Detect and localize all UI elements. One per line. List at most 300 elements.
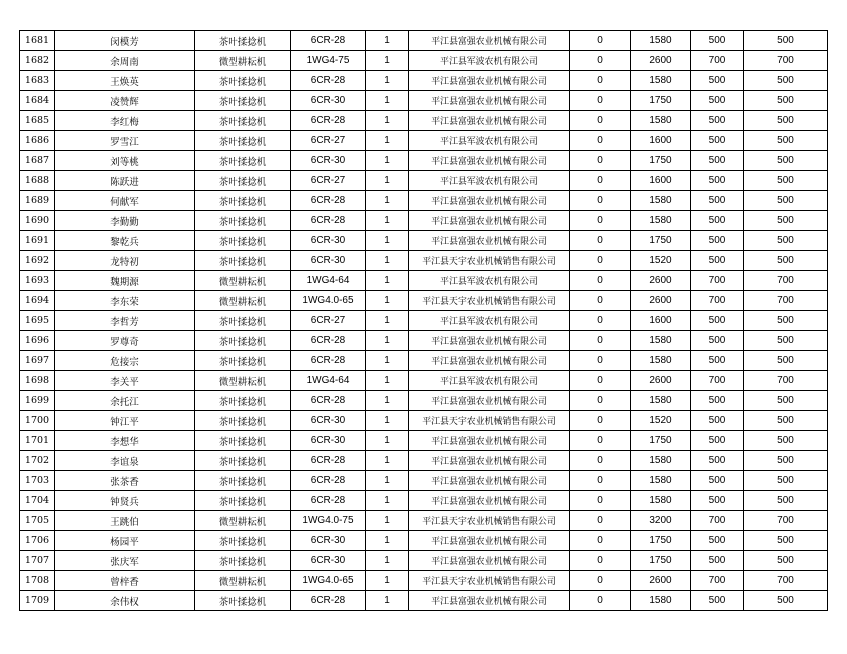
- value-cell-3: 500: [691, 111, 744, 131]
- name-cell: 李关平: [55, 371, 195, 391]
- serial-number-cell: 1702: [20, 451, 55, 471]
- table-row: [20, 391, 828, 411]
- value-cell-3: 500: [691, 311, 744, 331]
- value-cell-1: 0: [570, 111, 631, 131]
- model-cell: 6CR-30: [291, 251, 366, 271]
- value-cell-2: 1600: [631, 311, 691, 331]
- quantity-cell: 1: [366, 471, 409, 491]
- quantity-cell: 1: [366, 91, 409, 111]
- model-cell: 6CR-30: [291, 431, 366, 451]
- value-cell-1: 0: [570, 271, 631, 291]
- company-cell: 平江县军波农机有限公司: [409, 51, 570, 71]
- serial-number-cell: 1708: [20, 571, 55, 591]
- name-cell: 李勤勤: [55, 211, 195, 231]
- value-cell-1: 0: [570, 291, 631, 311]
- quantity-cell: 1: [366, 131, 409, 151]
- value-cell-2: 1580: [631, 391, 691, 411]
- machine-type-cell: 茶叶揉捻机: [195, 231, 291, 251]
- company-cell: 平江县天宇农业机械销售有限公司: [409, 511, 570, 531]
- table-row: [20, 551, 828, 571]
- model-cell: 6CR-28: [291, 331, 366, 351]
- value-cell-2: 2600: [631, 271, 691, 291]
- value-cell-2: 1750: [631, 531, 691, 551]
- company-cell: 平江县富强农业机械有限公司: [409, 71, 570, 91]
- machine-type-cell: 茶叶揉捻机: [195, 531, 291, 551]
- name-cell: 何献军: [55, 191, 195, 211]
- company-cell: 平江县富强农业机械有限公司: [409, 191, 570, 211]
- model-cell: 6CR-27: [291, 311, 366, 331]
- value-cell-1: 0: [570, 491, 631, 511]
- company-cell: 平江县富强农业机械有限公司: [409, 211, 570, 231]
- name-cell: 曾梓香: [55, 571, 195, 591]
- value-cell-1: 0: [570, 171, 631, 191]
- value-cell-1: 0: [570, 91, 631, 111]
- model-cell: 6CR-30: [291, 151, 366, 171]
- value-cell-1: 0: [570, 471, 631, 491]
- serial-number-cell: 1688: [20, 171, 55, 191]
- value-cell-3: 700: [691, 291, 744, 311]
- machine-type-cell: 茶叶揉捻机: [195, 451, 291, 471]
- value-cell-3: 500: [691, 331, 744, 351]
- value-cell-3: 500: [691, 211, 744, 231]
- value-cell-4: 500: [744, 91, 828, 111]
- company-cell: 平江县富强农业机械有限公司: [409, 451, 570, 471]
- value-cell-3: 500: [691, 351, 744, 371]
- value-cell-1: 0: [570, 71, 631, 91]
- company-cell: 平江县富强农业机械有限公司: [409, 351, 570, 371]
- name-cell: 凌赞辉: [55, 91, 195, 111]
- value-cell-1: 0: [570, 211, 631, 231]
- value-cell-4: 500: [744, 331, 828, 351]
- company-cell: 平江县富强农业机械有限公司: [409, 111, 570, 131]
- value-cell-4: 500: [744, 171, 828, 191]
- value-cell-2: 2600: [631, 51, 691, 71]
- model-cell: 6CR-30: [291, 231, 366, 251]
- quantity-cell: 1: [366, 591, 409, 611]
- table-row: [20, 71, 828, 91]
- value-cell-1: 0: [570, 191, 631, 211]
- value-cell-1: 0: [570, 231, 631, 251]
- table-row: [20, 51, 828, 71]
- value-cell-1: 0: [570, 451, 631, 471]
- value-cell-1: 0: [570, 351, 631, 371]
- value-cell-1: 0: [570, 131, 631, 151]
- name-cell: 魏期源: [55, 271, 195, 291]
- value-cell-2: 1580: [631, 211, 691, 231]
- value-cell-4: 500: [744, 151, 828, 171]
- value-cell-2: 1520: [631, 411, 691, 431]
- serial-number-cell: 1682: [20, 51, 55, 71]
- machine-type-cell: 茶叶揉捻机: [195, 311, 291, 331]
- value-cell-3: 500: [691, 591, 744, 611]
- quantity-cell: 1: [366, 51, 409, 71]
- quantity-cell: 1: [366, 191, 409, 211]
- serial-number-cell: 1684: [20, 91, 55, 111]
- model-cell: 1WG4.0-75: [291, 511, 366, 531]
- value-cell-3: 500: [691, 551, 744, 571]
- model-cell: 6CR-27: [291, 171, 366, 191]
- serial-number-cell: 1691: [20, 231, 55, 251]
- value-cell-4: 500: [744, 71, 828, 91]
- machine-type-cell: 茶叶揉捻机: [195, 111, 291, 131]
- table-row: [20, 591, 828, 611]
- machine-type-cell: 茶叶揉捻机: [195, 131, 291, 151]
- value-cell-1: 0: [570, 151, 631, 171]
- value-cell-1: 0: [570, 31, 631, 51]
- machine-type-cell: 茶叶揉捻机: [195, 91, 291, 111]
- quantity-cell: 1: [366, 151, 409, 171]
- company-cell: 平江县富强农业机械有限公司: [409, 231, 570, 251]
- value-cell-4: 500: [744, 211, 828, 231]
- table-row: [20, 471, 828, 491]
- machine-type-cell: 茶叶揉捻机: [195, 211, 291, 231]
- model-cell: 6CR-28: [291, 491, 366, 511]
- value-cell-2: 1580: [631, 471, 691, 491]
- model-cell: 1WG4-75: [291, 51, 366, 71]
- serial-number-cell: 1706: [20, 531, 55, 551]
- company-cell: 平江县富强农业机械有限公司: [409, 391, 570, 411]
- value-cell-1: 0: [570, 411, 631, 431]
- name-cell: 李红梅: [55, 111, 195, 131]
- name-cell: 张茶香: [55, 471, 195, 491]
- table-body: [20, 31, 828, 611]
- value-cell-2: 3200: [631, 511, 691, 531]
- value-cell-2: 1580: [631, 351, 691, 371]
- quantity-cell: 1: [366, 351, 409, 371]
- value-cell-2: 1750: [631, 91, 691, 111]
- name-cell: 李谊泉: [55, 451, 195, 471]
- company-cell: 平江县军波农机有限公司: [409, 371, 570, 391]
- value-cell-4: 500: [744, 411, 828, 431]
- company-cell: 平江县富强农业机械有限公司: [409, 591, 570, 611]
- quantity-cell: 1: [366, 211, 409, 231]
- table-row: [20, 491, 828, 511]
- quantity-cell: 1: [366, 111, 409, 131]
- model-cell: 6CR-30: [291, 531, 366, 551]
- value-cell-4: 700: [744, 371, 828, 391]
- table-row: [20, 351, 828, 371]
- quantity-cell: 1: [366, 291, 409, 311]
- value-cell-4: 500: [744, 391, 828, 411]
- value-cell-2: 1750: [631, 231, 691, 251]
- table-row: [20, 91, 828, 111]
- serial-number-cell: 1686: [20, 131, 55, 151]
- value-cell-4: 500: [744, 131, 828, 151]
- table-row: [20, 291, 828, 311]
- machine-type-cell: 微型耕耘机: [195, 511, 291, 531]
- machine-type-cell: 茶叶揉捻机: [195, 411, 291, 431]
- company-cell: 平江县富强农业机械有限公司: [409, 151, 570, 171]
- quantity-cell: 1: [366, 71, 409, 91]
- value-cell-3: 500: [691, 491, 744, 511]
- value-cell-2: 1750: [631, 151, 691, 171]
- value-cell-2: 1580: [631, 591, 691, 611]
- table-row: [20, 131, 828, 151]
- value-cell-2: 1600: [631, 131, 691, 151]
- name-cell: 罗尊奇: [55, 331, 195, 351]
- company-cell: 平江县军波农机有限公司: [409, 271, 570, 291]
- value-cell-4: 500: [744, 311, 828, 331]
- table-row: [20, 171, 828, 191]
- model-cell: 6CR-28: [291, 391, 366, 411]
- value-cell-4: 500: [744, 431, 828, 451]
- machine-type-cell: 茶叶揉捻机: [195, 151, 291, 171]
- value-cell-1: 0: [570, 571, 631, 591]
- value-cell-3: 500: [691, 411, 744, 431]
- value-cell-3: 500: [691, 171, 744, 191]
- table-row: [20, 331, 828, 351]
- value-cell-4: 500: [744, 251, 828, 271]
- table-row: [20, 191, 828, 211]
- quantity-cell: 1: [366, 311, 409, 331]
- machine-type-cell: 茶叶揉捻机: [195, 71, 291, 91]
- value-cell-2: 2600: [631, 571, 691, 591]
- quantity-cell: 1: [366, 491, 409, 511]
- machine-type-cell: 茶叶揉捻机: [195, 431, 291, 451]
- value-cell-4: 500: [744, 111, 828, 131]
- model-cell: 6CR-28: [291, 71, 366, 91]
- model-cell: 6CR-28: [291, 211, 366, 231]
- serial-number-cell: 1700: [20, 411, 55, 431]
- table-row: [20, 451, 828, 471]
- company-cell: 平江县富强农业机械有限公司: [409, 331, 570, 351]
- serial-number-cell: 1696: [20, 331, 55, 351]
- value-cell-1: 0: [570, 431, 631, 451]
- name-cell: 李哲芳: [55, 311, 195, 331]
- name-cell: 王跳伯: [55, 511, 195, 531]
- company-cell: 平江县富强农业机械有限公司: [409, 31, 570, 51]
- value-cell-1: 0: [570, 531, 631, 551]
- company-cell: 平江县富强农业机械有限公司: [409, 491, 570, 511]
- value-cell-1: 0: [570, 591, 631, 611]
- quantity-cell: 1: [366, 251, 409, 271]
- value-cell-3: 700: [691, 571, 744, 591]
- table-row: [20, 531, 828, 551]
- machine-type-cell: 茶叶揉捻机: [195, 171, 291, 191]
- value-cell-1: 0: [570, 331, 631, 351]
- quantity-cell: 1: [366, 571, 409, 591]
- value-cell-4: 500: [744, 451, 828, 471]
- company-cell: 平江县富强农业机械有限公司: [409, 431, 570, 451]
- quantity-cell: 1: [366, 431, 409, 451]
- name-cell: 闵模芳: [55, 31, 195, 51]
- name-cell: 余周南: [55, 51, 195, 71]
- value-cell-4: 700: [744, 271, 828, 291]
- serial-number-cell: 1705: [20, 511, 55, 531]
- model-cell: 6CR-28: [291, 471, 366, 491]
- table-row: [20, 231, 828, 251]
- value-cell-3: 500: [691, 191, 744, 211]
- serial-number-cell: 1681: [20, 31, 55, 51]
- company-cell: 平江县富强农业机械有限公司: [409, 91, 570, 111]
- name-cell: 危接宗: [55, 351, 195, 371]
- value-cell-4: 700: [744, 571, 828, 591]
- name-cell: 张庆军: [55, 551, 195, 571]
- quantity-cell: 1: [366, 271, 409, 291]
- value-cell-3: 500: [691, 391, 744, 411]
- value-cell-3: 700: [691, 271, 744, 291]
- value-cell-2: 1580: [631, 111, 691, 131]
- value-cell-4: 500: [744, 531, 828, 551]
- name-cell: 钟贤兵: [55, 491, 195, 511]
- table-row: [20, 151, 828, 171]
- model-cell: 6CR-30: [291, 91, 366, 111]
- serial-number-cell: 1698: [20, 371, 55, 391]
- value-cell-3: 500: [691, 91, 744, 111]
- table-row: [20, 371, 828, 391]
- value-cell-4: 500: [744, 491, 828, 511]
- quantity-cell: 1: [366, 451, 409, 471]
- value-cell-1: 0: [570, 551, 631, 571]
- name-cell: 李东荣: [55, 291, 195, 311]
- quantity-cell: 1: [366, 231, 409, 251]
- machine-type-cell: 茶叶揉捻机: [195, 251, 291, 271]
- company-cell: 平江县天宇农业机械销售有限公司: [409, 291, 570, 311]
- value-cell-4: 700: [744, 51, 828, 71]
- model-cell: 6CR-28: [291, 191, 366, 211]
- value-cell-2: 1580: [631, 71, 691, 91]
- serial-number-cell: 1683: [20, 71, 55, 91]
- value-cell-2: 1600: [631, 171, 691, 191]
- company-cell: 平江县天宇农业机械销售有限公司: [409, 251, 570, 271]
- name-cell: 刘等桃: [55, 151, 195, 171]
- serial-number-cell: 1689: [20, 191, 55, 211]
- table-row: [20, 111, 828, 131]
- value-cell-1: 0: [570, 251, 631, 271]
- company-cell: 平江县军波农机有限公司: [409, 171, 570, 191]
- serial-number-cell: 1704: [20, 491, 55, 511]
- serial-number-cell: 1709: [20, 591, 55, 611]
- value-cell-2: 1750: [631, 551, 691, 571]
- value-cell-2: 1580: [631, 491, 691, 511]
- serial-number-cell: 1699: [20, 391, 55, 411]
- value-cell-3: 700: [691, 371, 744, 391]
- quantity-cell: 1: [366, 331, 409, 351]
- value-cell-4: 500: [744, 31, 828, 51]
- company-cell: 平江县军波农机有限公司: [409, 311, 570, 331]
- value-cell-1: 0: [570, 391, 631, 411]
- value-cell-3: 700: [691, 51, 744, 71]
- value-cell-3: 500: [691, 151, 744, 171]
- value-cell-3: 500: [691, 71, 744, 91]
- value-cell-4: 500: [744, 231, 828, 251]
- machine-type-cell: 茶叶揉捻机: [195, 351, 291, 371]
- company-cell: 平江县富强农业机械有限公司: [409, 531, 570, 551]
- value-cell-3: 500: [691, 471, 744, 491]
- company-cell: 平江县富强农业机械有限公司: [409, 551, 570, 571]
- table-row: [20, 311, 828, 331]
- value-cell-3: 500: [691, 231, 744, 251]
- value-cell-3: 500: [691, 251, 744, 271]
- name-cell: 余托江: [55, 391, 195, 411]
- value-cell-3: 500: [691, 531, 744, 551]
- value-cell-4: 700: [744, 291, 828, 311]
- model-cell: 1WG4.0-65: [291, 571, 366, 591]
- value-cell-2: 2600: [631, 371, 691, 391]
- value-cell-3: 700: [691, 511, 744, 531]
- machine-type-cell: 茶叶揉捻机: [195, 391, 291, 411]
- quantity-cell: 1: [366, 551, 409, 571]
- machine-type-cell: 微型耕耘机: [195, 291, 291, 311]
- serial-number-cell: 1703: [20, 471, 55, 491]
- value-cell-2: 2600: [631, 291, 691, 311]
- value-cell-2: 1580: [631, 31, 691, 51]
- value-cell-1: 0: [570, 51, 631, 71]
- machine-type-cell: 茶叶揉捻机: [195, 31, 291, 51]
- value-cell-1: 0: [570, 311, 631, 331]
- value-cell-2: 1580: [631, 451, 691, 471]
- value-cell-4: 500: [744, 551, 828, 571]
- value-cell-4: 700: [744, 511, 828, 531]
- serial-number-cell: 1692: [20, 251, 55, 271]
- quantity-cell: 1: [366, 531, 409, 551]
- quantity-cell: 1: [366, 171, 409, 191]
- model-cell: 1WG4-64: [291, 371, 366, 391]
- value-cell-2: 1750: [631, 431, 691, 451]
- serial-number-cell: 1707: [20, 551, 55, 571]
- value-cell-3: 500: [691, 31, 744, 51]
- model-cell: 6CR-30: [291, 411, 366, 431]
- model-cell: 6CR-28: [291, 591, 366, 611]
- company-cell: 平江县军波农机有限公司: [409, 131, 570, 151]
- model-cell: 6CR-28: [291, 351, 366, 371]
- model-cell: 6CR-30: [291, 551, 366, 571]
- machine-type-cell: 微型耕耘机: [195, 271, 291, 291]
- quantity-cell: 1: [366, 371, 409, 391]
- serial-number-cell: 1690: [20, 211, 55, 231]
- name-cell: 余伟权: [55, 591, 195, 611]
- name-cell: 黎乾兵: [55, 231, 195, 251]
- model-cell: 6CR-28: [291, 451, 366, 471]
- value-cell-4: 500: [744, 591, 828, 611]
- model-cell: 1WG4.0-65: [291, 291, 366, 311]
- machine-type-cell: 茶叶揉捻机: [195, 551, 291, 571]
- model-cell: 6CR-28: [291, 31, 366, 51]
- quantity-cell: 1: [366, 391, 409, 411]
- model-cell: 1WG4-64: [291, 271, 366, 291]
- value-cell-3: 500: [691, 431, 744, 451]
- company-cell: 平江县天宇农业机械销售有限公司: [409, 571, 570, 591]
- name-cell: 钟江平: [55, 411, 195, 431]
- value-cell-2: 1580: [631, 331, 691, 351]
- table-row: [20, 251, 828, 271]
- model-cell: 6CR-27: [291, 131, 366, 151]
- subsidy-table: [19, 30, 828, 611]
- machine-type-cell: 茶叶揉捻机: [195, 491, 291, 511]
- serial-number-cell: 1701: [20, 431, 55, 451]
- machine-type-cell: 茶叶揉捻机: [195, 471, 291, 491]
- value-cell-2: 1520: [631, 251, 691, 271]
- model-cell: 6CR-28: [291, 111, 366, 131]
- table-row: [20, 431, 828, 451]
- machine-type-cell: 微型耕耘机: [195, 51, 291, 71]
- quantity-cell: 1: [366, 411, 409, 431]
- name-cell: 杨园平: [55, 531, 195, 551]
- value-cell-3: 500: [691, 131, 744, 151]
- machine-type-cell: 微型耕耘机: [195, 571, 291, 591]
- value-cell-4: 500: [744, 471, 828, 491]
- serial-number-cell: 1697: [20, 351, 55, 371]
- value-cell-4: 500: [744, 351, 828, 371]
- machine-type-cell: 茶叶揉捻机: [195, 591, 291, 611]
- name-cell: 罗雪江: [55, 131, 195, 151]
- quantity-cell: 1: [366, 31, 409, 51]
- machine-type-cell: 微型耕耘机: [195, 371, 291, 391]
- name-cell: 王焕英: [55, 71, 195, 91]
- table-row: [20, 31, 828, 51]
- quantity-cell: 1: [366, 511, 409, 531]
- table-row: [20, 571, 828, 591]
